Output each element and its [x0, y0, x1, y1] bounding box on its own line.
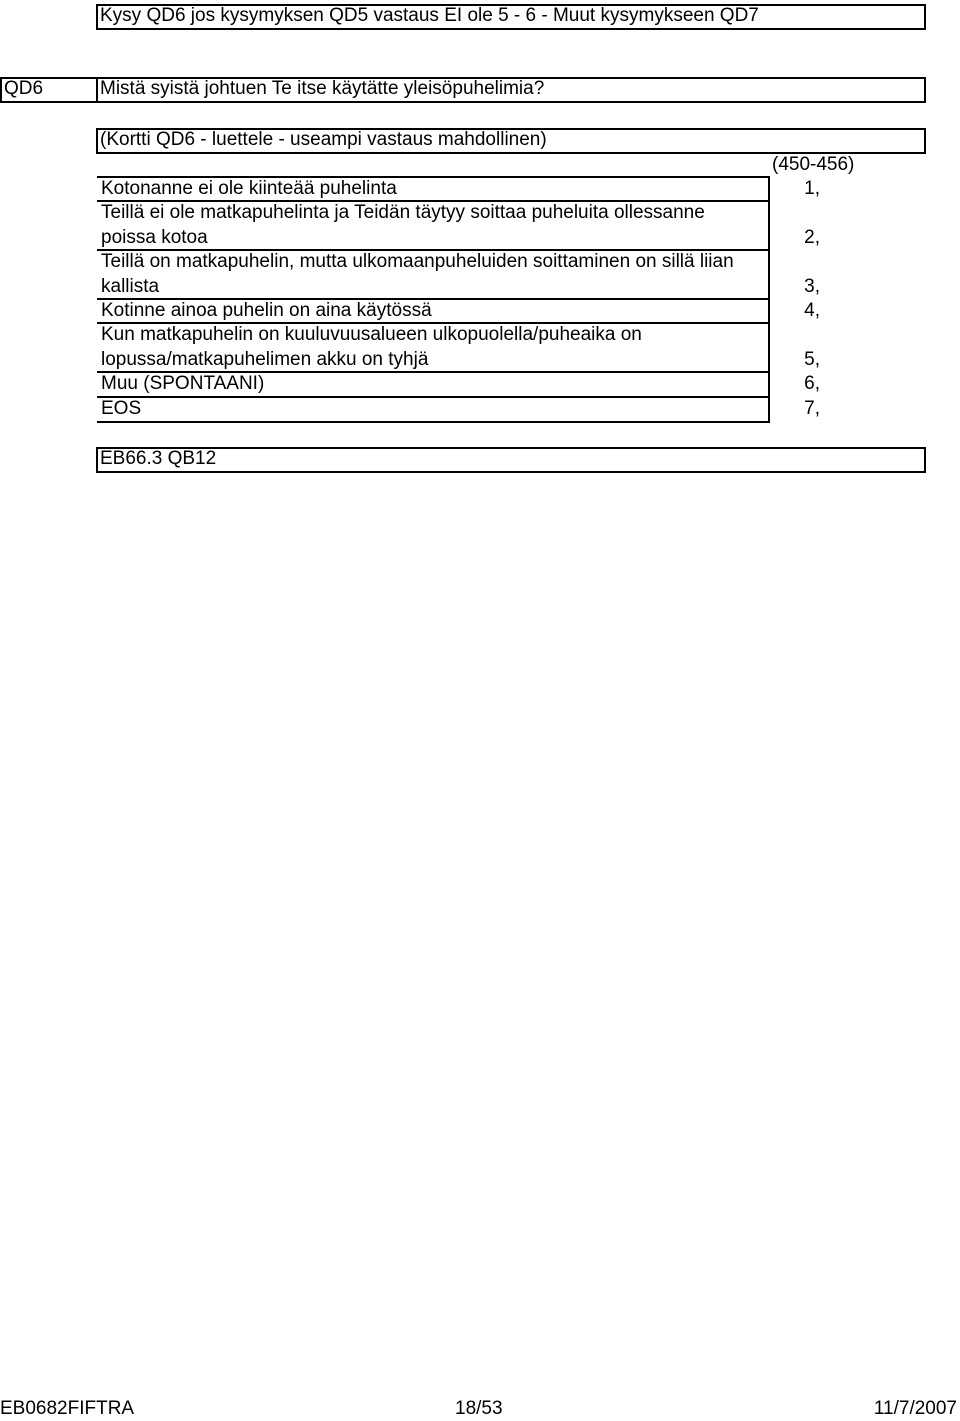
source-reference-text: EB66.3 QB12 [100, 448, 217, 469]
question-code-text: QD6 [4, 78, 44, 99]
answer-4-code: 4, [804, 300, 820, 321]
answer-5-code: 5, [804, 349, 820, 370]
answer-2-label-line-2: poissa kotoa [101, 227, 208, 248]
question-code [0, 77, 98, 103]
answer-6-label: Muu (SPONTAANI) [101, 373, 265, 394]
answer-7-code: 7, [804, 398, 820, 419]
answer-1-code: 1, [804, 178, 820, 199]
answer-1-label: Kotonanne ei ole kiinteää puhelinta [101, 178, 397, 199]
interviewer-instruction [96, 128, 926, 154]
answer-3-label-line-2: kallista [101, 276, 160, 297]
question-text [96, 77, 926, 103]
interviewer-instruction-text: (Kortti QD6 - luettele - useampi vastaus mahdollinen) [100, 129, 547, 150]
answer-5-label-line-2: lopussa/matkapuhelimen akku on tyhjä [101, 349, 429, 370]
answer-4-label: Kotinne ainoa puhelin on aina käytössä [101, 300, 432, 321]
footer-page-number: 18/53 [455, 1398, 503, 1419]
row-divider [97, 396, 769, 398]
table-right-border [768, 176, 770, 423]
answer-2-label-line-1: Teillä ei ole matkapuhelinta ja Teidän täytyy soittaa puheluita ollessanne [101, 202, 705, 223]
answer-3-label-line-1: Teillä on matkapuhelin, mutta ulkomaanpuheluiden soittaminen on sillä liian [101, 251, 734, 272]
footer-date: 11/7/2007 [873, 1398, 957, 1419]
footer-doc-id: EB0682FIFTRA [0, 1398, 135, 1419]
filter-instruction-text: Kysy QD6 jos kysymyksen QD5 vastaus EI ole 5 - 6 - Muut kysymykseen QD7 [100, 5, 759, 26]
question-text-label: Mistä syistä johtuen Te itse käytätte yleisöpuhelimia? [100, 78, 545, 99]
answer-6-code: 6, [804, 373, 820, 394]
column-range: (450-456) [772, 154, 855, 175]
answer-5-label-line-1: Kun matkapuhelin on kuuluvuusalueen ulkopuolella/puheaika on [101, 324, 642, 345]
answer-7-label: EOS [101, 398, 142, 419]
table-bottom-border [97, 421, 769, 423]
answer-3-code: 3, [804, 276, 820, 297]
filter-instruction [96, 4, 926, 30]
answer-2-code: 2, [804, 227, 820, 248]
source-reference [96, 447, 926, 473]
